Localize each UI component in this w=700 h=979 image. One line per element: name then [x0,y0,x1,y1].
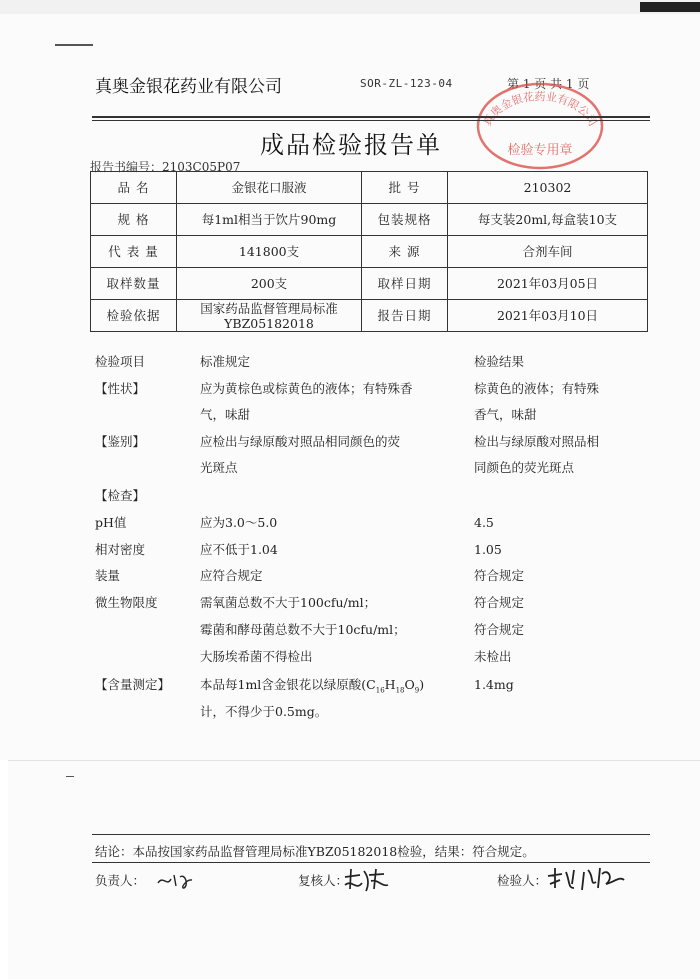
value-report-date: 2021年03月10日 [448,300,648,332]
table-row [91,300,648,332]
standard-identification-line1: 应检出与绿原酸对照品相同颜色的荧 [200,434,401,449]
label-report-date: 报告日期 [362,300,448,332]
label-test-basis: 检验依据 [91,300,177,332]
value-specification: 每1ml相当于饮片90mg [177,204,362,236]
scan-fold-edge [0,760,8,979]
standard-ph: 应为3.0～5.0 [200,515,278,530]
result-fill-volume: 符合规定 [474,568,525,583]
label-product-name: 品 名 [91,172,177,204]
item-fill-volume: 装量 [95,568,121,583]
standard-fill-volume: 应符合规定 [200,568,263,583]
inspector-signature [544,862,630,896]
header-result: 检验结果 [474,354,525,369]
result-identification-line1: 检出与绿原酸对照品相 [474,434,600,449]
result-ph: 4.5 [474,515,494,530]
item-microbial-limit: 微生物限度 [95,595,158,610]
label-quantity: 代 表 量 [91,236,177,268]
result-density: 1.05 [474,542,502,557]
scan-fold-line [8,760,700,761]
company-name: 真奥金银花药业有限公司 [95,77,282,97]
standard-mold-yeast: 霉菌和酵母菌总数不大于10cfu/ml； [200,622,406,637]
result-appearance-line2: 香气，味甜 [474,407,537,422]
header-rule-thin [92,120,650,121]
label-specification: 规 格 [91,204,177,236]
item-inspection: 【检查】 [95,488,146,503]
result-assay: 1.4mg [474,677,514,692]
standard-assay-line2: 计，不得少于0.5mg。 [200,704,328,719]
result-e-coli: 未检出 [474,649,512,664]
result-mold-yeast: 符合规定 [474,622,525,637]
page-info: 第 1 页 共 1 页 [507,77,590,91]
item-ph: pH值 [95,515,127,530]
table-row [91,204,648,236]
value-test-basis: 国家药品监督管理局标准 YBZ05182018 [177,300,362,332]
standard-appearance-line2: 气，味甜 [200,407,251,422]
table-row [91,268,648,300]
header-rule [92,116,650,118]
table-row [91,172,648,204]
responsible-label: 负责人： [95,873,146,888]
label-source: 来 源 [362,236,448,268]
value-package-spec: 每支装20ml,每盒装10支 [448,204,648,236]
inspection-stamp [474,80,606,170]
standard-density: 应不低于1.04 [200,542,278,557]
item-identification: 【鉴别】 [95,434,146,449]
conclusion-text: 结论：本品按国家药品监督管理局标准YBZ05182018检验，结果：符合规定。 [95,844,535,859]
result-identification-line2: 同颜色的荧光斑点 [474,460,575,475]
standard-identification-line2: 光斑点 [200,460,238,475]
header-test-item: 检验项目 [95,354,146,369]
standard-aerobic-count: 需氧菌总数不大于100cfu/ml； [200,595,377,610]
standard-appearance-line1: 应为黄棕色或棕黄色的液体；有特殊香 [200,381,413,396]
label-sample-amount: 取样数量 [91,268,177,300]
scan-dash-mark [55,44,93,46]
document-code: SOR-ZL-123-04 [360,77,453,90]
header-standard: 标准规定 [200,354,251,369]
item-density: 相对密度 [95,542,146,557]
value-batch-no: 210302 [448,172,648,204]
value-product-name: 金银花口服液 [177,172,362,204]
scan-corner-mark [640,2,700,12]
reviewer-signature [342,865,392,893]
label-sample-date: 取样日期 [362,268,448,300]
value-sample-date: 2021年03月05日 [448,268,648,300]
result-aerobic-count: 符合规定 [474,595,525,610]
inspector-label: 检验人： [497,873,548,888]
report-number: 报告书编号：2103C05P07 [90,160,241,174]
stamp-ring-text: 真奥金银花药业有限公司 [480,90,600,129]
standard-assay-line1: 本品每1ml含金银花以绿原酸$(C_{16}H_{18}O_9)$ [200,677,425,695]
product-info-table [90,171,648,332]
value-sample-amount: 200支 [177,268,362,300]
result-appearance-line1: 棕黄色的液体；有特殊 [474,381,600,396]
conclusion-rule-top [92,834,650,835]
responsible-signature [155,869,195,891]
scan-top-edge [0,0,700,14]
label-batch-no: 批 号 [362,172,448,204]
value-quantity: 141800支 [177,236,362,268]
scan-dash-mark [66,776,74,777]
item-assay: 【含量测定】 [95,677,171,692]
label-package-spec: 包装规格 [362,204,448,236]
stamp-center-text: 检验专用章 [507,143,573,158]
report-title: 成品检验报告单 [260,131,442,159]
item-appearance: 【性状】 [95,381,146,396]
standard-e-coli: 大肠埃希菌不得检出 [200,649,313,664]
table-row [91,236,648,268]
value-source: 合剂车间 [448,236,648,268]
reviewer-label: 复核人： [298,873,349,888]
